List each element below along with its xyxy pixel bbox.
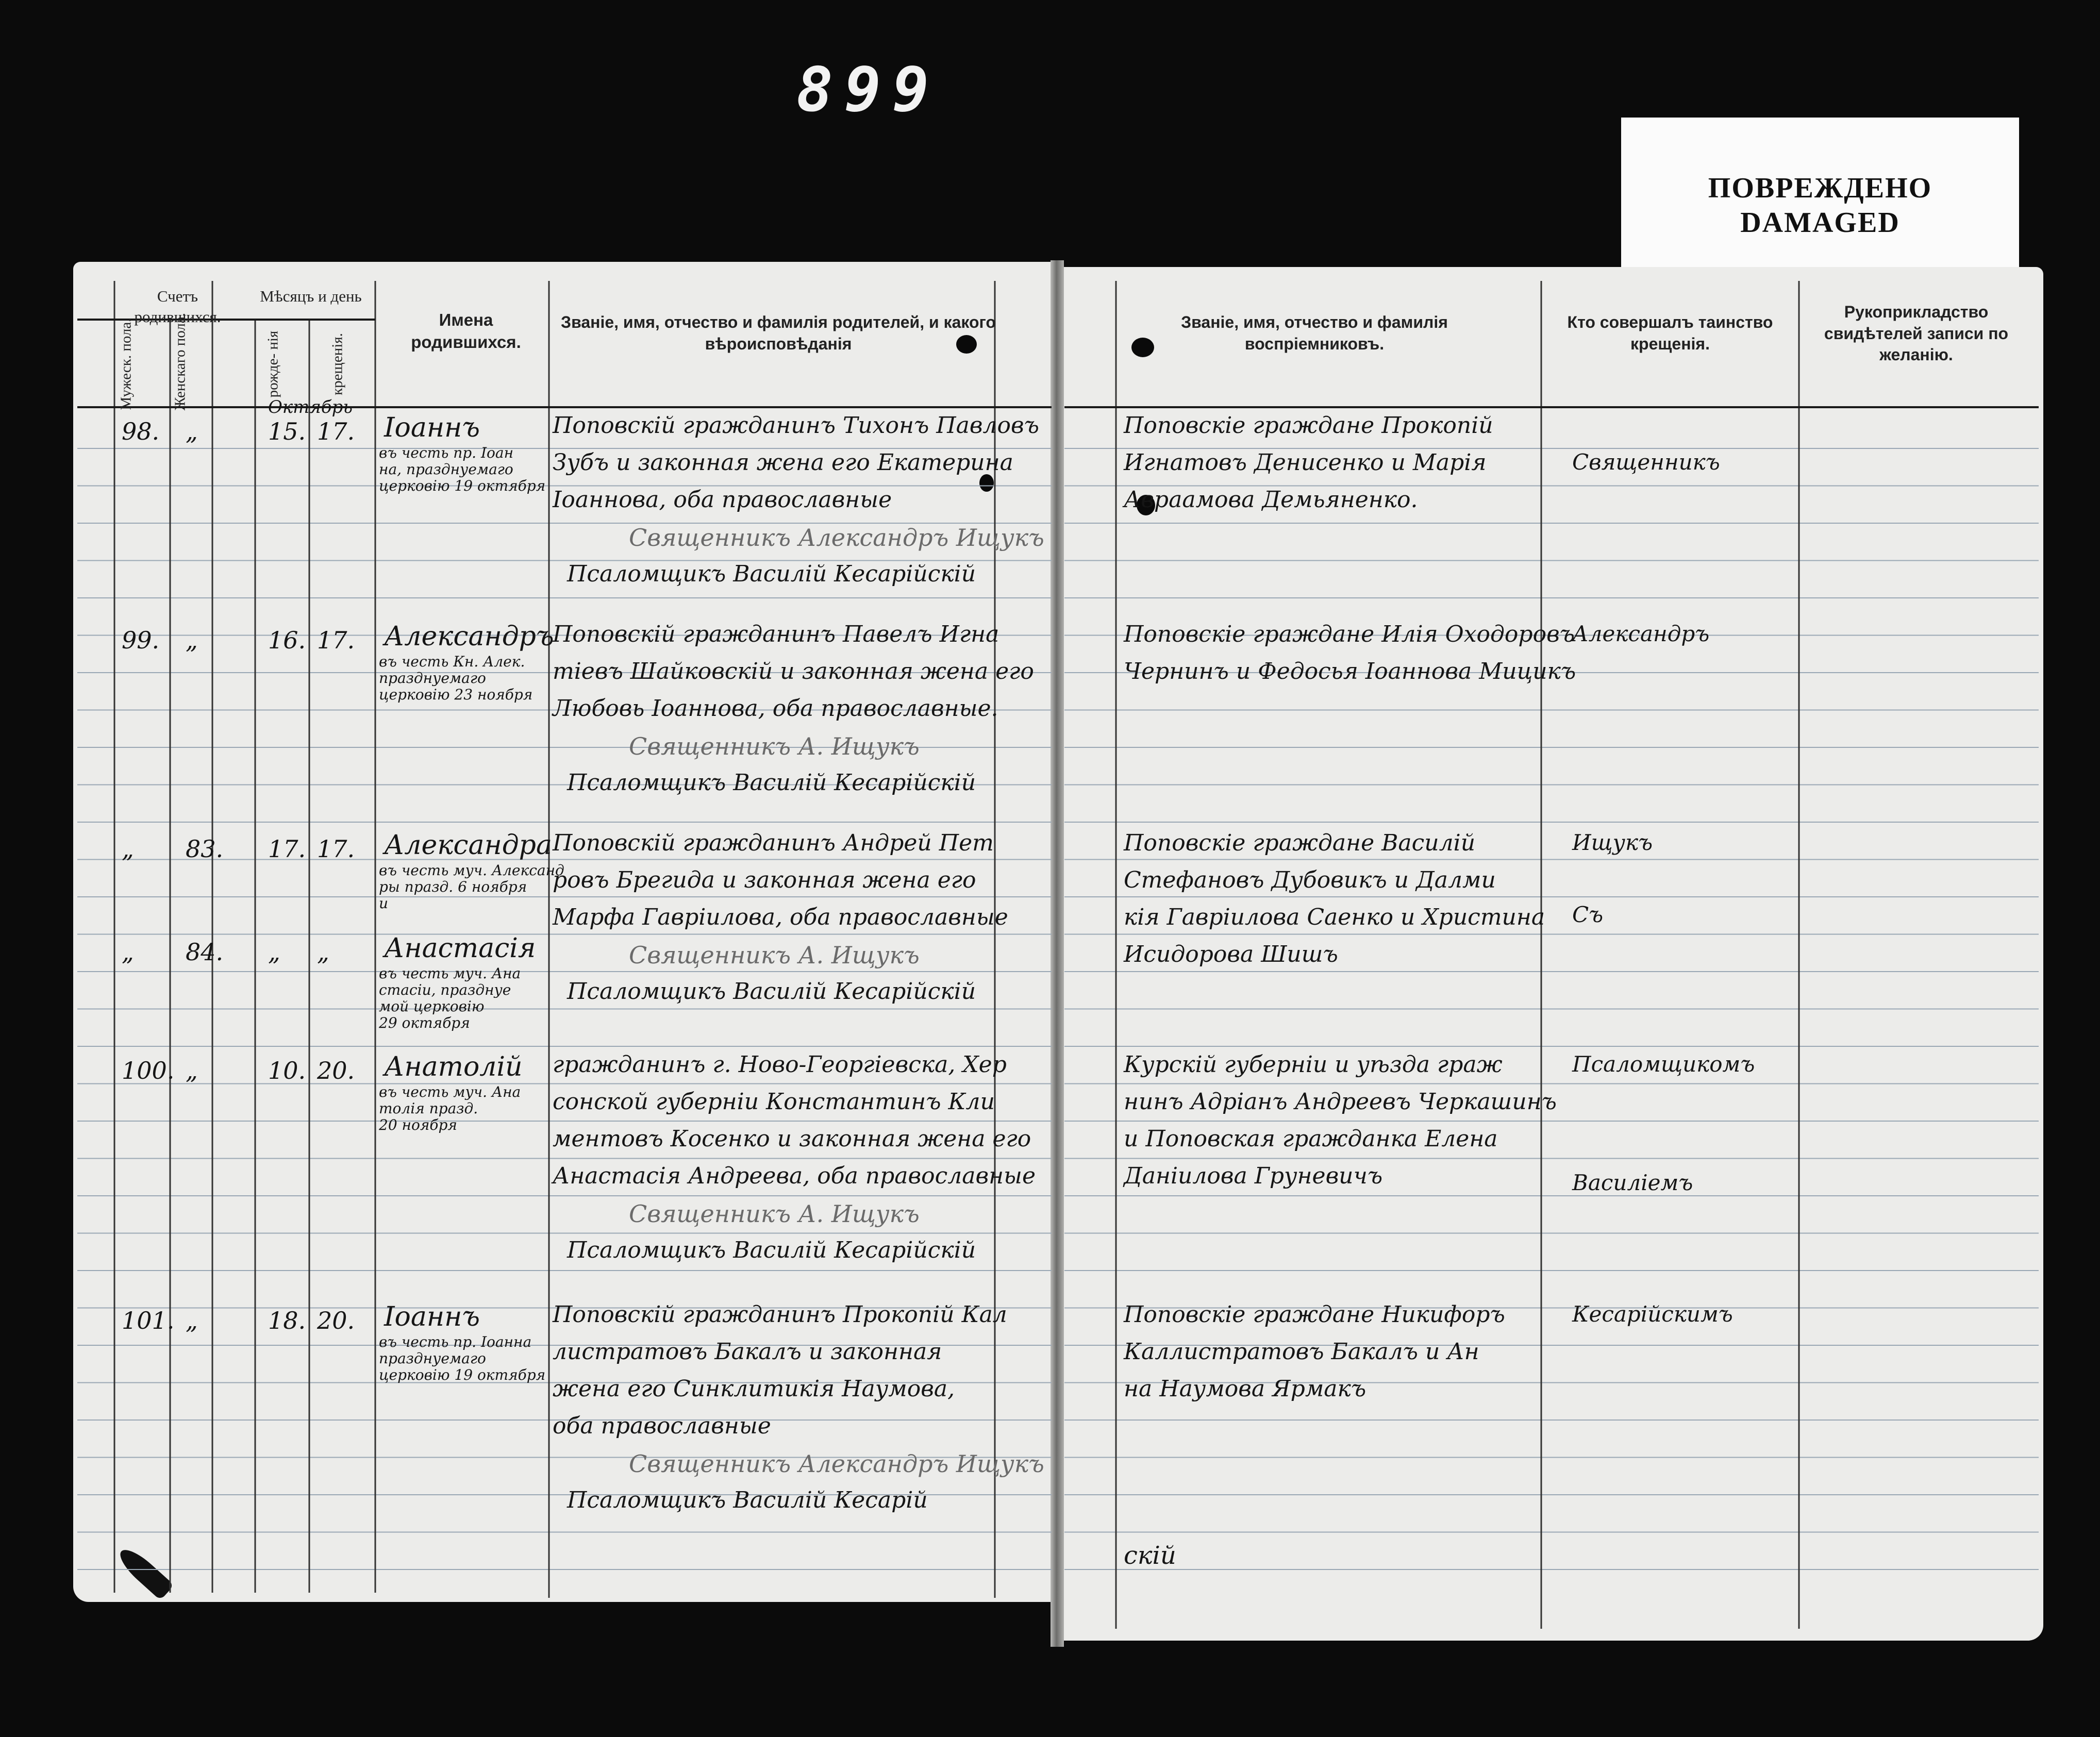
entry-godparents-line: кія Гавріилова Саенко и Христина [1124, 904, 1545, 930]
entry-name-note: стасіи, празднуе [379, 981, 511, 998]
entry-child-name: Іоаннъ [384, 1301, 480, 1332]
entry-godparents-line: нинъ Адріанъ Андреевъ Черкашинъ [1124, 1089, 1557, 1115]
folio-number: 899 [796, 54, 941, 125]
entry-birth-day: „ [268, 938, 280, 966]
entry-parents-line: ментовъ Косенко и законная жена его [553, 1126, 1031, 1152]
entry-name-note: толія празд. [379, 1100, 478, 1117]
continuation-text: скій [1124, 1541, 1176, 1570]
entry-male-number: 100. [122, 1057, 175, 1084]
entry-name-note: въ честь пр. Іоанна [379, 1333, 532, 1350]
header-godparents: Званіе, имя, отчество и фамилія воспріемниковъ. [1181, 313, 1448, 353]
entry-name-note: въ честь пр. Іоан [379, 444, 514, 461]
entry-male-number: „ [122, 938, 134, 966]
entry-godparents-line: Поповскіе граждане Илія Оходоровъ [1124, 621, 1575, 647]
entry-baptism-day: „ [317, 938, 329, 966]
entry-name-note: въ честь муч. Ана [379, 1083, 521, 1100]
entry-name-note: празднуемаго [379, 670, 486, 687]
entry-baptism-day: 17. [317, 835, 355, 863]
entry-priest-text: Священникъ [1572, 449, 1720, 475]
entry-priest-text: Псаломщикомъ [1572, 1051, 1755, 1077]
entry-name-note: 29 октября [379, 1014, 470, 1031]
header-baptism: крещенія. [329, 333, 346, 395]
entry-priest-text: Ищукъ [1572, 830, 1653, 855]
entry-godparents-line: на Наумова Ярмакъ [1124, 1376, 1366, 1402]
entry-child-name: Анатолій [384, 1051, 523, 1082]
entry-priest-signature: Священникъ А. Ищукъ [629, 941, 920, 969]
entry-female-number: „ [186, 1057, 198, 1084]
header-witnesses: Рукоприкладство свидѣтелей записи по желанію. [1824, 303, 2009, 364]
entry-godparents-line: Стефановъ Дубовикъ и Далми [1124, 867, 1496, 893]
month-note: Октябрь [268, 397, 353, 417]
entry-godparents-line: Курскій губерніи и уѣзда граж [1124, 1051, 1503, 1078]
entry-name-note: на, празднуемаго [379, 461, 513, 478]
entry-parents-line: жена его Синклитикія Наумова, [553, 1376, 955, 1402]
entry-name-note: церковію 19 октября [379, 1366, 546, 1383]
entry-psalmist-signature: Псаломщикъ Василій Кесарійскій [567, 770, 976, 796]
entry-parents-line: ровъ Брегида и законная жена его [553, 867, 976, 893]
entry-priest-signature: Священникъ А. Ищукъ [629, 732, 920, 760]
entry-psalmist-signature: Псаломщикъ Василій Кесарій [567, 1487, 928, 1513]
entry-psalmist-signature: Псаломщикъ Василій Кесарійскій [567, 561, 976, 587]
entry-priest-text: Съ [1572, 902, 1604, 927]
entry-godparents-line: Поповскіе граждане Прокопій [1124, 412, 1493, 439]
entry-name-note: 20 ноября [379, 1116, 457, 1133]
entry-female-number: „ [186, 417, 198, 445]
entry-name-note: въ честь муч. Александ [379, 862, 564, 879]
entry-godparents-line: Игнатовъ Денисенко и Марія [1124, 449, 1487, 476]
entry-priest-text: Василіемъ [1572, 1170, 1693, 1195]
entry-name-note: мой церковію [379, 998, 485, 1015]
entry-priest-text: Александръ [1572, 621, 1710, 646]
entry-birth-day: 15. [268, 417, 306, 445]
entry-parents-line: оба православные [553, 1413, 771, 1439]
entry-godparents-line: Поповскіе граждане Никифоръ [1124, 1301, 1505, 1328]
entry-child-name: Александръ [384, 621, 554, 652]
entry-parents-line: Поповскій гражданинъ Андрей Пет [553, 830, 994, 856]
entry-male-number: 99. [122, 626, 160, 654]
entry-name-note: и [379, 895, 389, 912]
entry-priest-signature: Священникъ Александръ Ищукъ [629, 524, 1044, 552]
header-birth: рожде- нія [264, 330, 281, 398]
entry-birth-day: 16. [268, 626, 306, 654]
stamp-line-en: DAMAGED [1740, 207, 1900, 239]
entry-parents-line: тіевъ Шайковскій и законная жена его [553, 658, 1034, 684]
entry-baptism-day: 20. [317, 1057, 355, 1084]
entry-parents-line: Поповскій гражданинъ Павелъ Игна [553, 621, 999, 647]
entry-child-name: Іоаннъ [384, 412, 480, 443]
entry-godparents-line: Исидорова Шишъ [1124, 941, 1338, 967]
entry-female-number: 83. [186, 835, 224, 863]
entry-psalmist-signature: Псаломщикъ Василій Кесарійскій [567, 978, 976, 1005]
header-female: Женскаго пола. [172, 313, 189, 411]
entry-parents-line: Іоаннова, оба православные [553, 487, 892, 513]
entry-name-note: въ честь Кн. Алек. [379, 653, 525, 670]
entry-birth-day: 18. [268, 1307, 306, 1334]
header-male: Мужеск. пола. [118, 318, 135, 410]
entry-priest-signature: Священникъ А. Ищукъ [629, 1200, 920, 1228]
entry-name-note: церковію 23 ноября [379, 686, 533, 703]
header-priest: Кто совершалъ таинство крещенія. [1567, 313, 1773, 353]
entry-godparents-line: Поповскіе граждане Василій [1124, 830, 1476, 856]
header-parents: Званіе, имя, отчество и фамилія родителей, и какого вѣроисповѣданія [561, 313, 996, 353]
entry-parents-line: Зубъ и законная жена его Екатерина [553, 449, 1013, 476]
entry-godparents-line: Авраамова Демьяненко. [1124, 487, 1418, 513]
entry-godparents-line: Даніилова Груневичъ [1124, 1163, 1383, 1189]
entry-child-name: Александра [384, 830, 552, 861]
header-names: Имена родившихся. [411, 310, 521, 352]
entry-godparents-line: Чернинъ и Федосья Іоаннова Мицикъ [1124, 658, 1576, 684]
entry-parents-line: сонской губерніи Константинъ Кли [553, 1089, 995, 1115]
entry-parents-line: гражданинъ г. Ново-Георгіевска, Хер [553, 1051, 1007, 1078]
entry-male-number: „ [122, 835, 134, 863]
entry-psalmist-signature: Псаломщикъ Василій Кесарійскій [567, 1237, 976, 1263]
entry-name-note: ры празд. 6 ноября [379, 878, 527, 895]
entry-godparents-line: Каллистратовъ Бакалъ и Ан [1124, 1339, 1479, 1365]
entry-parents-line: Поповскій гражданинъ Прокопій Кал [553, 1301, 1007, 1328]
entry-child-name: Анастасія [384, 933, 536, 964]
entry-name-note: церковію 19 октября [379, 477, 546, 494]
entry-male-number: 98. [122, 417, 160, 445]
entry-birth-day: 17. [268, 835, 306, 863]
entry-name-note: въ честь муч. Ана [379, 965, 521, 982]
entry-male-number: 101. [122, 1307, 175, 1334]
entry-parents-line: листратовъ Бакалъ и законная [553, 1339, 942, 1365]
entry-priest-text: Кесарійскимъ [1572, 1301, 1733, 1327]
entry-parents-line: Любовь Іоаннова, оба православные. [553, 695, 998, 722]
entry-birth-day: 10. [268, 1057, 306, 1084]
entry-baptism-day: 17. [317, 417, 355, 445]
entry-parents-line: Поповскій гражданинъ Тихонъ Павловъ [553, 412, 1039, 439]
entry-female-number: „ [186, 1307, 198, 1334]
stamp-line-ru: ПОВРЕЖДЕНО [1708, 172, 1932, 204]
header-count-group: Счетъ родившихся. [134, 287, 221, 326]
entry-parents-line: Анастасія Андреева, оба православные [553, 1163, 1036, 1189]
entry-priest-signature: Священникъ Александръ Ищукъ [629, 1450, 1044, 1478]
header-month-group: Мѣсяцъ и день [260, 287, 362, 305]
entry-baptism-day: 20. [317, 1307, 355, 1334]
entry-parents-line: Марфа Гавріилова, оба православные [553, 904, 1008, 930]
entry-female-number: 84. [186, 938, 224, 966]
entry-baptism-day: 17. [317, 626, 355, 654]
entry-name-note: празднуемаго [379, 1350, 486, 1367]
entry-godparents-line: и Поповская гражданка Елена [1124, 1126, 1498, 1152]
entry-female-number: „ [186, 626, 198, 654]
